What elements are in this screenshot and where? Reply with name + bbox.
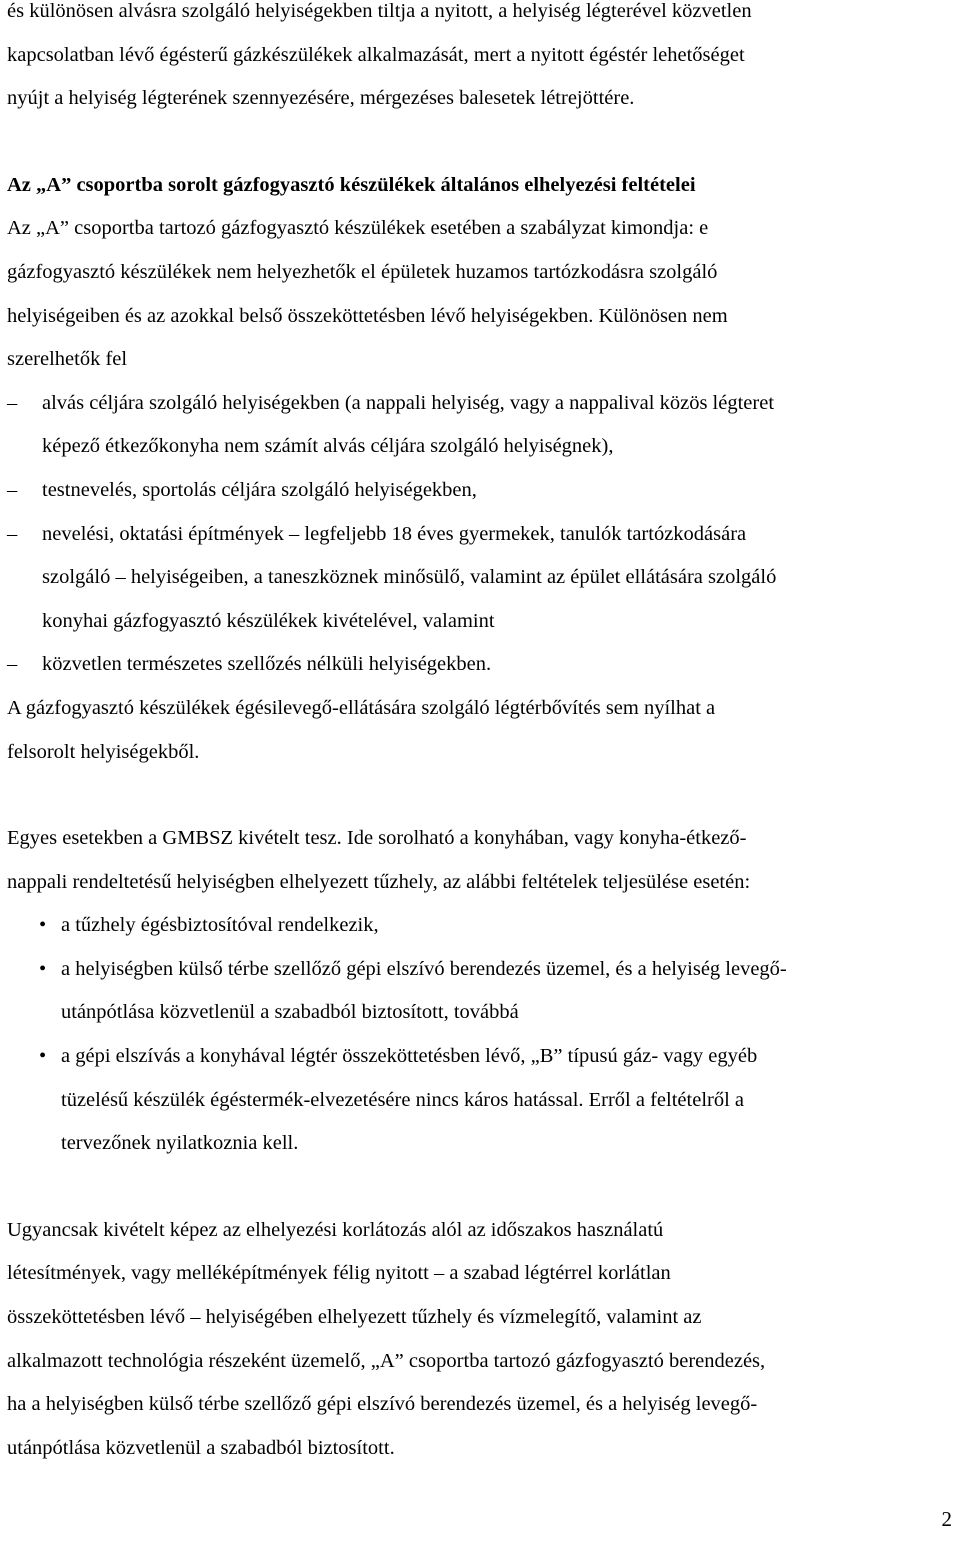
text-line: gázfogyasztó készülékek nem helyezhetők el épületek huzamos tartózkodásra szolgáló [7, 260, 718, 283]
section2-paragraph [7, 817, 960, 904]
text-line: tüzelésű készülék égéstermék-elvezetésére nincs káros hatással. Erről a feltételről a [61, 1088, 745, 1111]
bullet-list-item [0, 904, 960, 948]
dash-list [0, 382, 960, 687]
text-line: összeköttetésben lévő – helyiségében elhelyezett tűzhely és vízmelegítő, valamint az [7, 1306, 702, 1329]
dash-list-item [0, 513, 960, 644]
dash-list-item [0, 643, 960, 687]
text-line: a gépi elszívás a konyhával légtér összeköttetésben lévő, „B” típusú gáz- vagy egyéb [61, 1045, 758, 1068]
text-line: szerelhetők fel [7, 348, 128, 371]
dash-list-item [0, 469, 960, 513]
text-line: tervezőnek nyilatkoznia kell. [61, 1132, 299, 1155]
text-line: testnevelés, sportolás céljára szolgáló helyiségekben, [42, 478, 477, 501]
paragraph-gap [0, 774, 960, 817]
paragraph-gap [0, 1166, 960, 1209]
bullet-marker: • [39, 914, 47, 937]
text-line: nevelési, oktatási építmények – legfeljebb 18 éves gyermekek, tanulók tartózkodására [42, 522, 747, 545]
bullet-list [0, 904, 960, 1166]
text-line: a helyiségben külső térbe szellőző gépi elszívó berendezés üzemel, és a helyiség levegő- [61, 957, 787, 980]
text-line: alvás céljára szolgáló helyiségekben (a nappali helyiség, vagy a nappalival közös légteret [42, 391, 775, 414]
bullet-marker: • [39, 957, 47, 980]
text-line: ha a helyiségben külső térbe szellőző gépi elszívó berendezés üzemel, és a helyiség levegő- [7, 1393, 758, 1416]
text-line: utánpótlása közvetlenül a szabadból biztosított, továbbá [61, 1001, 519, 1024]
intro-paragraph [7, 0, 960, 121]
text-line: nappali rendeltetésű helyiségben elhelyezett tűzhely, az alábbi feltételek teljesülése esetén: [7, 870, 751, 893]
dash-marker: – [7, 653, 18, 676]
dash-marker: – [7, 522, 18, 545]
bullet-list-item [0, 1035, 960, 1166]
text-line: helyiségeiben és az azokkal belső összeköttetésben lévő helyiségekben. Különösen nem [7, 304, 728, 327]
dash-marker: – [7, 478, 18, 501]
text-line: utánpótlása közvetlenül a szabadból biztosított. [7, 1436, 395, 1459]
bullet-list-item [0, 948, 960, 1035]
bullet-marker: • [39, 1045, 47, 1068]
text-line: kapcsolatban lévő égésterű gázkészülékek alkalmazását, mert a nyitott égéstér lehetőséget [7, 43, 745, 66]
text-line: Az „A” csoportba tartozó gázfogyasztó készülékek esetében a szabályzat kimondja: e [7, 217, 709, 240]
text-line: Ugyancsak kivételt képez az elhelyezési korlátozás alól az időszakos használatú [7, 1218, 664, 1241]
section1-closing [7, 687, 960, 774]
text-line: a tűzhely égésbiztosítóval rendelkezik, [61, 914, 379, 937]
text-line: képező étkezőkonyha nem számít alvás céljára szolgáló helyiségnek), [42, 435, 614, 458]
section-heading: Az „A” csoportba sorolt gázfogyasztó készülékek általános elhelyezési feltételei [7, 173, 696, 196]
text-line: nyújt a helyiség légterének szennyezésére, mérgezéses balesetek létrejöttére. [7, 87, 635, 110]
text-line: és különösen alvásra szolgáló helyiségekben tiltja a nyitott, a helyiség légterével közvetlen [7, 0, 752, 22]
text-line: Egyes esetekben a GMBSZ kivételt tesz. Ide sorolható a konyhában, vagy konyha-étkező- [7, 827, 747, 850]
section1-paragraph [7, 207, 960, 381]
text-line: felsorolt helyiségekből. [7, 740, 200, 763]
text-line: közvetlen természetes szellőzés nélküli helyiségekben. [42, 653, 492, 676]
text-line: létesítmények, vagy melléképítmények félig nyitott – a szabad légtérrel korlátlan [7, 1262, 671, 1285]
text-line: konyhai gázfogyasztó készülékek kivételével, valamint [42, 609, 495, 632]
text-line: alkalmazott technológia részeként üzemelő, „A” csoportba tartozó gázfogyasztó berendezés, [7, 1349, 766, 1372]
text-line: A gázfogyasztó készülékek égésilevegő-ellátására szolgáló légtérbővítés sem nyílhat a [7, 696, 716, 719]
section3-paragraph [7, 1209, 960, 1471]
dash-list-item [0, 382, 960, 469]
page-number: 2 [941, 1507, 952, 1531]
text-line: szolgáló – helyiségeiben, a taneszköznek minősülő, valamint az épület ellátására szolgáló [42, 566, 777, 589]
dash-marker: – [7, 391, 18, 414]
